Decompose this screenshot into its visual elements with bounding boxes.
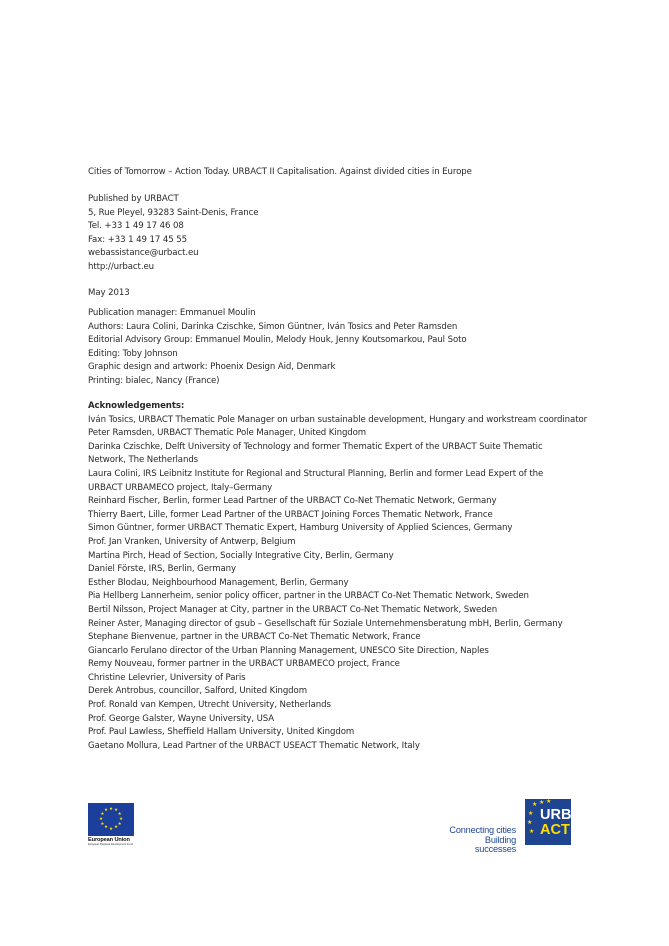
publisher-email[interactable]: webassistance@urbact.eu xyxy=(88,248,199,259)
acknowledgement-line: Martina Pirch, Head of Section, Socially Integrative City, Berlin, Germany xyxy=(88,550,394,561)
star-icon: ★ xyxy=(539,799,545,806)
publisher-fax: Fax: +33 1 49 17 45 55 xyxy=(88,234,187,245)
publisher-phone: Tel. +33 1 49 17 46 08 xyxy=(88,221,184,232)
eu-logo xyxy=(88,803,136,846)
publisher-name: Published by URBACT xyxy=(88,194,179,204)
acknowledgement-line: Laura Colini, IRS Leibnitz Institute for Regional and Structural Planning, Berlin and former Lead Expert of the xyxy=(88,468,544,479)
star-icon: ★ xyxy=(100,811,105,817)
acknowledgement-line: Iván Tosics, URBACT Thematic Pole Manager on urban sustainable development, Hungary and workstream coordinator xyxy=(88,414,588,425)
star-icon: ★ xyxy=(119,816,124,822)
acknowledgement-line: Esther Blodau, Neighbourhood Management, Berlin, Germany xyxy=(88,577,349,588)
star-icon: ★ xyxy=(104,825,109,831)
star-icon: ★ xyxy=(99,816,104,822)
publisher-address: 5, Rue Pleyel, 93283 Saint-Denis, France xyxy=(88,207,259,218)
acknowledgements-section xyxy=(88,400,587,753)
title-text: Cities of Tomorrow – Action Today. URBACT II Capitalisation. Against divided cities in Europe xyxy=(88,167,472,177)
acknowledgement-line: Daniel Förste, IRS, Berlin, Germany xyxy=(88,564,236,575)
acknowledgement-line: Darinka Czischke, Delft University of Technology and former Thematic Expert of the URBACT Suite Thematic xyxy=(88,441,543,452)
acknowledgements-heading: Acknowledgements: xyxy=(88,401,185,411)
star-icon: ★ xyxy=(532,801,538,808)
acknowledgement-line: Network, The Netherlands xyxy=(88,455,199,466)
acknowledgement-line: Pia Hellberg Lannerheim, senior policy officer, partner in the URBACT Co-Net Thematic Network, Sweden xyxy=(88,591,529,602)
acknowledgement-line: Bertil Nilsson, Project Manager at City, partner in the URBACT Co-Net Thematic Network, Sweden xyxy=(88,604,498,615)
star-icon: ★ xyxy=(104,807,109,813)
acknowledgement-line: Remy Nouveau, former partner in the URBACT URBAMECO project, France xyxy=(88,659,400,670)
acknowledgement-line: Peter Ramsden, URBACT Thematic Pole Manager, United Kingdom xyxy=(88,428,367,439)
acknowledgement-line: Stephane Bienvenue, partner in the URBACT Co-Net Thematic Network, France xyxy=(88,632,421,643)
eu-logo-subtitle: European Regional Development Fund xyxy=(88,843,133,846)
urbact-logo xyxy=(525,799,571,845)
eu-flag-icon xyxy=(88,803,134,836)
credit-publication-manager: Publication manager: Emmanuel Moulin xyxy=(88,308,256,318)
acknowledgement-line: Reinhard Fischer, Berlin, former Lead Partner of the URBACT Co-Net Thematic Network, Germany xyxy=(88,496,497,507)
credit-editing: Editing: Toby Johnson xyxy=(88,348,178,359)
acknowledgement-line: Prof. Ronald van Kempen, Utrecht University, Netherlands xyxy=(88,700,331,711)
credit-graphic-design: Graphic design and artwork: Phoenix Design Aid, Denmark xyxy=(88,362,336,373)
credit-authors: Authors: Laura Colini, Darinka Czischke, Simon Güntner, Iván Tosics and Peter Ramsden xyxy=(88,321,458,332)
acknowledgement-line: URBACT URBAMECO project, Italy–Germany xyxy=(88,482,273,493)
acknowledgement-line: Christine Lelevrier, University of Paris xyxy=(88,672,246,683)
urbact-logo-bottom: ACT xyxy=(540,822,570,838)
eu-logo-name: European Union xyxy=(88,837,130,843)
credit-printing: Printing: bialec, Nancy (France) xyxy=(88,375,220,386)
credit-editorial-group: Editorial Advisory Group: Emmanuel Moulin, Melody Houk, Jenny Koutsomarkou, Paul Soto xyxy=(88,335,467,346)
acknowledgement-line: Derek Antrobus, councillor, Salford, United Kingdom xyxy=(88,686,307,697)
star-icon: ★ xyxy=(100,821,105,827)
urbact-logo-top: URB xyxy=(540,807,572,823)
star-icon: ★ xyxy=(527,819,533,826)
star-icon: ★ xyxy=(114,825,119,831)
star-icon: ★ xyxy=(114,807,119,813)
acknowledgements-list xyxy=(88,414,587,754)
publisher-website[interactable]: http://urbact.eu xyxy=(88,261,154,272)
acknowledgement-line: Prof. George Galster, Wayne University, USA xyxy=(88,713,275,724)
acknowledgement-line: Prof. Jan Vranken, University of Antwerp, Belgium xyxy=(88,536,296,547)
star-icon: ★ xyxy=(117,821,122,827)
acknowledgement-line: Simon Güntner, former URBACT Thematic Expert, Hamburg University of Applied Sciences, Germany xyxy=(88,523,513,534)
publication-date xyxy=(88,287,130,301)
star-icon: ★ xyxy=(109,806,114,812)
tagline-line-1: Connecting cities xyxy=(449,825,516,835)
publisher-info xyxy=(88,193,258,275)
star-icon: ★ xyxy=(529,828,535,835)
credits-list xyxy=(88,307,467,389)
document-title-line xyxy=(88,166,472,180)
acknowledgement-line: Thierry Baert, Lille, former Lead Partner of the URBACT Joining Forces Thematic Network, France xyxy=(88,509,493,520)
star-icon: ★ xyxy=(109,826,114,832)
star-icon: ★ xyxy=(117,811,122,817)
acknowledgement-line: Gaetano Mollura, Lead Partner of the URBACT USEACT Thematic Network, Italy xyxy=(88,740,420,751)
star-icon: ★ xyxy=(528,810,534,817)
acknowledgement-line: Prof. Paul Lawless, Sheffield Hallam University, United Kingdom xyxy=(88,727,355,738)
acknowledgement-line: Giancarlo Ferulano director of the Urban Planning Management, UNESCO Site Direction, Naples xyxy=(88,645,489,656)
acknowledgement-line: Reiner Aster, Managing director of gsub – Gesellschaft für Soziale Unternehmensberatung mbH, Berlin, Germany xyxy=(88,618,563,629)
tagline-line-2: Building successes xyxy=(474,834,516,855)
urbact-tagline xyxy=(444,826,516,855)
star-icon: ★ xyxy=(546,798,552,805)
date-text: May 2013 xyxy=(88,288,130,298)
